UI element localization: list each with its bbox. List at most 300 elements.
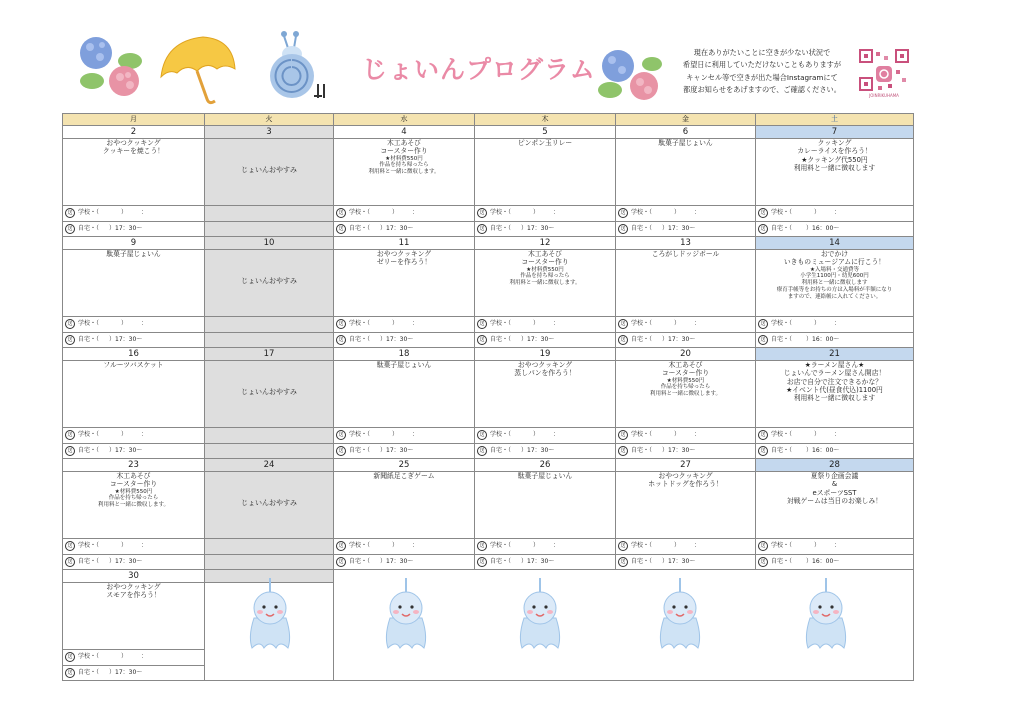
pickup-time: ）17：30〜 xyxy=(109,668,143,676)
school-transport-cell[interactable] xyxy=(334,539,475,555)
closed-label: じょいんおやすみ xyxy=(241,166,297,174)
date-number: 28 xyxy=(756,459,914,472)
school-label: 学校・（ xyxy=(771,431,793,438)
closed-label: じょいんおやすみ xyxy=(241,388,297,396)
home-transport-cell[interactable] xyxy=(475,221,616,237)
home-label: 自宅・（ xyxy=(771,557,793,565)
school-transport-cell[interactable] xyxy=(616,317,756,333)
event-note: 療育手帳等をお持ちの方は入場料が半額になり xyxy=(776,286,893,293)
notice-line: 現在ありがたいことに空きが少ない状況で xyxy=(693,48,831,57)
closed-day xyxy=(205,472,334,539)
event-line: 蒸しパンを作ろう！ xyxy=(514,369,576,378)
pickup-time: ）17：30〜 xyxy=(109,224,143,232)
home-transport-cell[interactable] xyxy=(334,332,475,348)
event-line: 木工あそび xyxy=(387,139,421,147)
school-label: 学校・（ xyxy=(78,320,100,327)
umbrella-icon xyxy=(155,33,239,108)
pickup-time: ）17：30〜 xyxy=(662,335,696,343)
pickup-icon: 送 xyxy=(65,446,75,456)
event-cell[interactable] xyxy=(63,583,205,650)
date-number: 21 xyxy=(756,348,914,361)
pickup-icon: 送 xyxy=(336,224,346,234)
home-label: 自宅・（ xyxy=(490,557,512,565)
closed-cell xyxy=(205,332,334,348)
home-transport-cell[interactable] xyxy=(616,332,756,348)
colon: ： xyxy=(694,542,701,549)
paren-close: ） xyxy=(674,209,681,216)
home-transport-cell[interactable] xyxy=(63,665,205,681)
date-number: 3 xyxy=(205,126,334,139)
home-transport-cell[interactable] xyxy=(334,554,475,570)
pickup-icon: 送 xyxy=(65,652,75,662)
pickup-time: ）17：30〜 xyxy=(380,557,414,565)
paren-close: ） xyxy=(533,320,540,327)
colon: ： xyxy=(553,542,560,549)
school-label: 学校・（ xyxy=(349,320,371,327)
home-label: 自宅・（ xyxy=(78,557,100,565)
paren-close: ） xyxy=(392,431,399,438)
event-line: カレーライスを作ろう！ xyxy=(797,147,872,156)
event-note: ★材料費550円 xyxy=(666,377,705,384)
qr-caption: JOINRIKUHAMA xyxy=(869,93,899,98)
closed-cell xyxy=(205,206,334,222)
pickup-icon: 送 xyxy=(758,224,768,234)
paren-close: ） xyxy=(814,209,821,216)
home-label: 自宅・（ xyxy=(349,224,371,232)
event-row xyxy=(63,250,914,317)
event-line: 駄菓子屋じょいん xyxy=(517,472,573,480)
event-line: クッキング xyxy=(817,139,852,147)
paren-close: ） xyxy=(674,431,681,438)
pickup-icon: 送 xyxy=(477,224,487,234)
date-number: 13 xyxy=(616,237,756,250)
page-title: じょいんプログラム xyxy=(362,55,596,84)
pickup-icon: 送 xyxy=(618,319,628,329)
home-transport-cell[interactable] xyxy=(756,554,914,570)
date-number: 18 xyxy=(334,348,475,361)
school-label: 学校・（ xyxy=(771,542,793,549)
home-transport-cell[interactable] xyxy=(63,332,205,348)
colon: ： xyxy=(834,542,841,549)
colon: ： xyxy=(694,320,701,327)
school-label: 学校・（ xyxy=(349,209,371,216)
colon: ： xyxy=(694,209,701,216)
event-cell[interactable] xyxy=(63,361,205,428)
school-transport-cell[interactable] xyxy=(756,317,914,333)
event-line: 対戦ゲームは当日のお楽しみ！ xyxy=(786,496,883,505)
colon: ： xyxy=(694,431,701,438)
paren-close: ） xyxy=(121,542,128,549)
pickup-icon: 送 xyxy=(758,335,768,345)
pickup-time: ）17：30〜 xyxy=(521,557,555,565)
home-transport-row xyxy=(63,221,914,237)
closed-cell xyxy=(205,428,334,444)
pickup-icon: 送 xyxy=(758,319,768,329)
colon: ： xyxy=(553,320,560,327)
closed-label: じょいんおやすみ xyxy=(241,277,297,285)
event-row xyxy=(63,139,914,206)
event-line: 駄菓子屋じょいん xyxy=(106,250,161,258)
home-label: 自宅・（ xyxy=(631,446,653,454)
school-transport-cell[interactable] xyxy=(475,539,616,555)
pickup-icon: 送 xyxy=(65,557,75,567)
school-transport-cell[interactable] xyxy=(756,539,914,555)
home-transport-cell[interactable] xyxy=(63,443,205,459)
pickup-icon: 送 xyxy=(65,668,75,678)
event-cell[interactable] xyxy=(334,361,475,428)
school-transport-cell[interactable] xyxy=(475,428,616,444)
teru-teru-bozu-decoration xyxy=(204,578,913,677)
event-line: 夏祭り企画会議 xyxy=(810,472,859,480)
event-line: ★イベント代(昼食代込)1100円 xyxy=(786,385,883,394)
school-label: 学校・（ xyxy=(78,653,100,660)
event-cell[interactable] xyxy=(616,361,756,428)
home-transport-cell[interactable] xyxy=(616,221,756,237)
paren-close: ） xyxy=(392,320,399,327)
event-line: 木工あそび xyxy=(116,472,151,480)
paren-close: ） xyxy=(533,209,540,216)
date-number: 17 xyxy=(205,348,334,361)
school-label: 学校・（ xyxy=(78,431,100,438)
home-label: 自宅・（ xyxy=(490,446,512,454)
home-transport-cell[interactable] xyxy=(63,554,205,570)
home-transport-cell[interactable] xyxy=(756,443,914,459)
teru-teru-bozu-icon xyxy=(380,578,432,656)
event-line: 駄菓子屋じょいん xyxy=(658,139,713,147)
school-transport-cell[interactable] xyxy=(475,206,616,222)
school-label: 学校・（ xyxy=(771,320,793,327)
event-line: じょいんでラーメン屋さん開店！ xyxy=(783,369,886,378)
colon: ： xyxy=(412,431,419,438)
event-cell[interactable] xyxy=(756,139,914,206)
pickup-icon: 送 xyxy=(618,446,628,456)
event-line: 木工あそび xyxy=(668,361,703,369)
event-line: 利用料と一緒に徴収します xyxy=(793,163,876,172)
pickup-icon: 送 xyxy=(336,430,346,440)
closed-cell xyxy=(205,221,334,237)
school-label: 学校・（ xyxy=(771,209,793,216)
closed-day xyxy=(205,139,334,206)
school-transport-cell[interactable] xyxy=(63,206,205,222)
colon: ： xyxy=(834,209,841,216)
date-number: 4 xyxy=(334,126,475,139)
school-transport-cell[interactable] xyxy=(63,428,205,444)
event-line: 駄菓子屋じょいん xyxy=(376,361,432,369)
event-cell[interactable] xyxy=(63,472,205,539)
event-line: ゼリーを作ろう！ xyxy=(376,258,432,267)
pickup-icon: 送 xyxy=(65,541,75,551)
home-label: 自宅・（ xyxy=(631,557,653,565)
paren-close: ） xyxy=(121,653,128,660)
event-line: ピンポン玉リレー xyxy=(517,139,573,147)
home-label: 自宅・（ xyxy=(631,224,653,232)
school-transport-cell[interactable] xyxy=(334,317,475,333)
weekday-header-row xyxy=(63,114,914,126)
event-note: 利用料と一緒に徴収します。 xyxy=(97,502,170,509)
pickup-icon: 送 xyxy=(477,319,487,329)
closed-cell xyxy=(205,317,334,333)
paren-close: ） xyxy=(533,542,540,549)
pickup-icon: 送 xyxy=(65,208,75,218)
event-note: ★材料費550円 xyxy=(526,266,564,273)
home-label: 自宅・（ xyxy=(78,668,100,676)
weekday-header: 月 xyxy=(63,114,205,126)
home-transport-cell[interactable] xyxy=(334,221,475,237)
pickup-icon: 送 xyxy=(477,335,487,345)
teru-teru-bozu-icon xyxy=(244,578,296,656)
school-transport-cell[interactable] xyxy=(334,206,475,222)
event-cell[interactable] xyxy=(475,361,616,428)
date-number: 30 xyxy=(63,570,205,583)
date-row xyxy=(63,126,914,139)
pickup-time: ）16：00〜 xyxy=(806,446,840,454)
home-transport-cell[interactable] xyxy=(616,554,756,570)
teru-teru-bozu-icon xyxy=(654,578,706,656)
pickup-icon: 送 xyxy=(477,557,487,567)
pickup-time: ）17：30〜 xyxy=(380,335,414,343)
notice-line: 都度お知らせをあげますので、ご確認ください。 xyxy=(683,85,841,95)
weekday-header: 金 xyxy=(616,114,756,126)
closed-label: じょいんおやすみ xyxy=(241,499,297,507)
pickup-icon: 送 xyxy=(336,557,346,567)
weekday-header: 土 xyxy=(756,114,914,126)
school-transport-cell[interactable] xyxy=(756,206,914,222)
pickup-time: ）17：30〜 xyxy=(662,557,696,565)
home-label: 自宅・（ xyxy=(349,335,371,343)
pickup-time: ）17：30〜 xyxy=(521,446,555,454)
home-label: 自宅・（ xyxy=(771,335,793,343)
event-line: コースター作り xyxy=(521,258,569,267)
event-line: おやつクッキング xyxy=(106,583,161,591)
pickup-icon: 送 xyxy=(65,335,75,345)
weekday-header: 木 xyxy=(475,114,616,126)
pickup-icon: 送 xyxy=(65,224,75,234)
pickup-icon: 送 xyxy=(477,208,487,218)
date-number: 10 xyxy=(205,237,334,250)
event-line: 新聞紙足こぎゲーム xyxy=(373,472,435,480)
date-number: 12 xyxy=(475,237,616,250)
school-transport-cell[interactable] xyxy=(616,206,756,222)
date-row xyxy=(63,348,914,361)
home-transport-row xyxy=(63,443,914,459)
pickup-icon: 送 xyxy=(618,335,628,345)
home-label: 自宅・（ xyxy=(78,446,100,454)
event-cell[interactable] xyxy=(756,472,914,539)
snail-icon xyxy=(262,26,336,102)
school-label: 学校・（ xyxy=(490,431,512,438)
date-number: 19 xyxy=(475,348,616,361)
pickup-icon: 送 xyxy=(336,446,346,456)
event-cell[interactable] xyxy=(616,472,756,539)
hydrangea-icon xyxy=(596,46,666,106)
calendar-header xyxy=(0,0,1024,112)
date-number: 16 xyxy=(63,348,205,361)
pickup-icon: 送 xyxy=(758,541,768,551)
home-label: 自宅・（ xyxy=(349,446,371,454)
paren-close: ） xyxy=(392,542,399,549)
pickup-time: ）17：30〜 xyxy=(109,446,143,454)
date-number: 6 xyxy=(616,126,756,139)
pickup-icon: 送 xyxy=(758,446,768,456)
colon: ： xyxy=(412,542,419,549)
event-cell[interactable] xyxy=(756,250,914,317)
pickup-icon: 送 xyxy=(65,319,75,329)
colon: ： xyxy=(834,320,841,327)
event-cell[interactable] xyxy=(475,472,616,539)
date-number: 23 xyxy=(63,459,205,472)
pickup-time: ）17：30〜 xyxy=(521,224,555,232)
home-transport-cell[interactable] xyxy=(756,221,914,237)
school-transport-cell[interactable] xyxy=(475,317,616,333)
date-number: 20 xyxy=(616,348,756,361)
home-transport-cell[interactable] xyxy=(334,443,475,459)
event-note: 作品を持ち帰ったら xyxy=(660,384,711,391)
event-line: ころがしドッジボール xyxy=(651,250,720,258)
event-note: 小学生1100円・幼児600円 xyxy=(800,273,869,280)
colon: ： xyxy=(141,542,148,549)
event-cell[interactable] xyxy=(63,250,205,317)
event-line: おやつクッキング xyxy=(106,139,161,147)
school-label: 学校・（ xyxy=(631,542,653,549)
school-transport-cell[interactable] xyxy=(616,428,756,444)
school-transport-cell[interactable] xyxy=(63,650,205,666)
colon: ： xyxy=(141,209,148,216)
pickup-icon: 送 xyxy=(758,557,768,567)
date-number: 2 xyxy=(63,126,205,139)
pickup-icon: 送 xyxy=(758,208,768,218)
event-cell[interactable] xyxy=(616,250,756,317)
home-label: 自宅・（ xyxy=(78,335,100,343)
event-line: コースター作り xyxy=(109,480,158,489)
event-cell[interactable] xyxy=(475,250,616,317)
event-cell[interactable] xyxy=(63,139,205,206)
event-line: コースター作り xyxy=(661,369,710,378)
home-transport-cell[interactable] xyxy=(475,332,616,348)
pickup-time: ）16：00〜 xyxy=(806,557,840,565)
date-number: 11 xyxy=(334,237,475,250)
date-number: 7 xyxy=(756,126,914,139)
home-transport-cell[interactable] xyxy=(475,443,616,459)
pickup-icon: 送 xyxy=(618,224,628,234)
school-label: 学校・（ xyxy=(490,320,512,327)
event-note: 作品を持ち帰ったら xyxy=(108,495,159,502)
event-cell[interactable] xyxy=(616,139,756,206)
pickup-icon: 送 xyxy=(758,430,768,440)
pickup-time: ）17：30〜 xyxy=(662,446,696,454)
home-transport-cell[interactable] xyxy=(756,332,914,348)
event-cell[interactable] xyxy=(475,139,616,206)
date-number: 26 xyxy=(475,459,616,472)
event-note: ★材料費550円 xyxy=(385,155,423,162)
event-row xyxy=(63,361,914,428)
event-note: ★入場料・交通費等 xyxy=(810,266,859,273)
event-line: クッキーを焼こう！ xyxy=(102,147,165,156)
pickup-time: ）16：00〜 xyxy=(806,335,840,343)
school-transport-cell[interactable] xyxy=(63,317,205,333)
hydrangea-icon xyxy=(72,33,146,97)
paren-close: ） xyxy=(674,320,681,327)
pickup-icon: 送 xyxy=(336,208,346,218)
event-line: おでかけ xyxy=(820,250,849,258)
event-line: コースター作り xyxy=(380,147,428,156)
colon: ： xyxy=(141,320,148,327)
event-note: 利用料と一緒に徴収します。 xyxy=(649,391,722,398)
school-transport-cell[interactable] xyxy=(334,428,475,444)
closed-day xyxy=(205,250,334,317)
home-transport-cell[interactable] xyxy=(475,554,616,570)
home-label: 自宅・（ xyxy=(771,446,793,454)
colon: ： xyxy=(834,431,841,438)
school-label: 学校・（ xyxy=(631,320,653,327)
pickup-icon: 送 xyxy=(477,541,487,551)
paren-close: ） xyxy=(814,431,821,438)
event-note: 作品を持ち帰ったら xyxy=(379,162,429,169)
event-line: スモアを作ろう！ xyxy=(106,591,161,600)
school-label: 学校・（ xyxy=(631,431,653,438)
school-transport-cell[interactable] xyxy=(616,539,756,555)
date-number: 24 xyxy=(205,459,334,472)
school-transport-cell[interactable] xyxy=(756,428,914,444)
pickup-icon: 送 xyxy=(65,430,75,440)
school-label: 学校・（ xyxy=(631,209,653,216)
pickup-time: ）17：30〜 xyxy=(109,335,143,343)
paren-close: ） xyxy=(121,431,128,438)
event-cell[interactable] xyxy=(756,361,914,428)
colon: ： xyxy=(412,320,419,327)
event-note: ますので、連絡帳に入れてください。 xyxy=(787,293,882,300)
school-transport-cell[interactable] xyxy=(63,539,205,555)
school-label: 学校・（ xyxy=(349,431,371,438)
paren-close: ） xyxy=(814,542,821,549)
pickup-time: ）17：30〜 xyxy=(521,335,555,343)
school-transport-row xyxy=(63,317,914,333)
event-cell[interactable] xyxy=(334,139,475,206)
school-transport-row xyxy=(63,539,914,555)
event-note: 利用料と一緒に徴収します。 xyxy=(509,280,581,287)
paren-close: ） xyxy=(121,209,128,216)
home-label: 自宅・（ xyxy=(631,335,653,343)
home-transport-cell[interactable] xyxy=(616,443,756,459)
date-number: 25 xyxy=(334,459,475,472)
event-cell[interactable] xyxy=(334,472,475,539)
school-label: 学校・（ xyxy=(490,209,512,216)
event-line: ★クッキング代550円 xyxy=(801,155,868,164)
home-transport-row xyxy=(63,332,914,348)
home-transport-cell[interactable] xyxy=(63,221,205,237)
event-line: フルーツバスケット xyxy=(103,361,164,369)
event-cell[interactable] xyxy=(334,250,475,317)
paren-close: ） xyxy=(674,542,681,549)
notice-line: キャンセル等で空きが出た場合Instagramにて xyxy=(686,72,838,82)
pickup-icon: 送 xyxy=(336,541,346,551)
date-number: 5 xyxy=(475,126,616,139)
closed-cell xyxy=(205,554,334,570)
colon: ： xyxy=(141,653,148,660)
closed-cell xyxy=(205,443,334,459)
event-note: 利用料と一緒に徴収します xyxy=(801,280,868,287)
colon: ： xyxy=(553,431,560,438)
home-label: 自宅・（ xyxy=(490,224,512,232)
paren-close: ） xyxy=(533,431,540,438)
home-label: 自宅・（ xyxy=(78,224,100,232)
teru-teru-bozu-icon xyxy=(800,578,852,656)
home-label: 自宅・（ xyxy=(771,224,793,232)
date-number: 14 xyxy=(756,237,914,250)
school-transport-row xyxy=(63,428,914,444)
notice-text xyxy=(672,47,852,97)
pickup-icon: 送 xyxy=(336,335,346,345)
pickup-icon: 送 xyxy=(618,541,628,551)
